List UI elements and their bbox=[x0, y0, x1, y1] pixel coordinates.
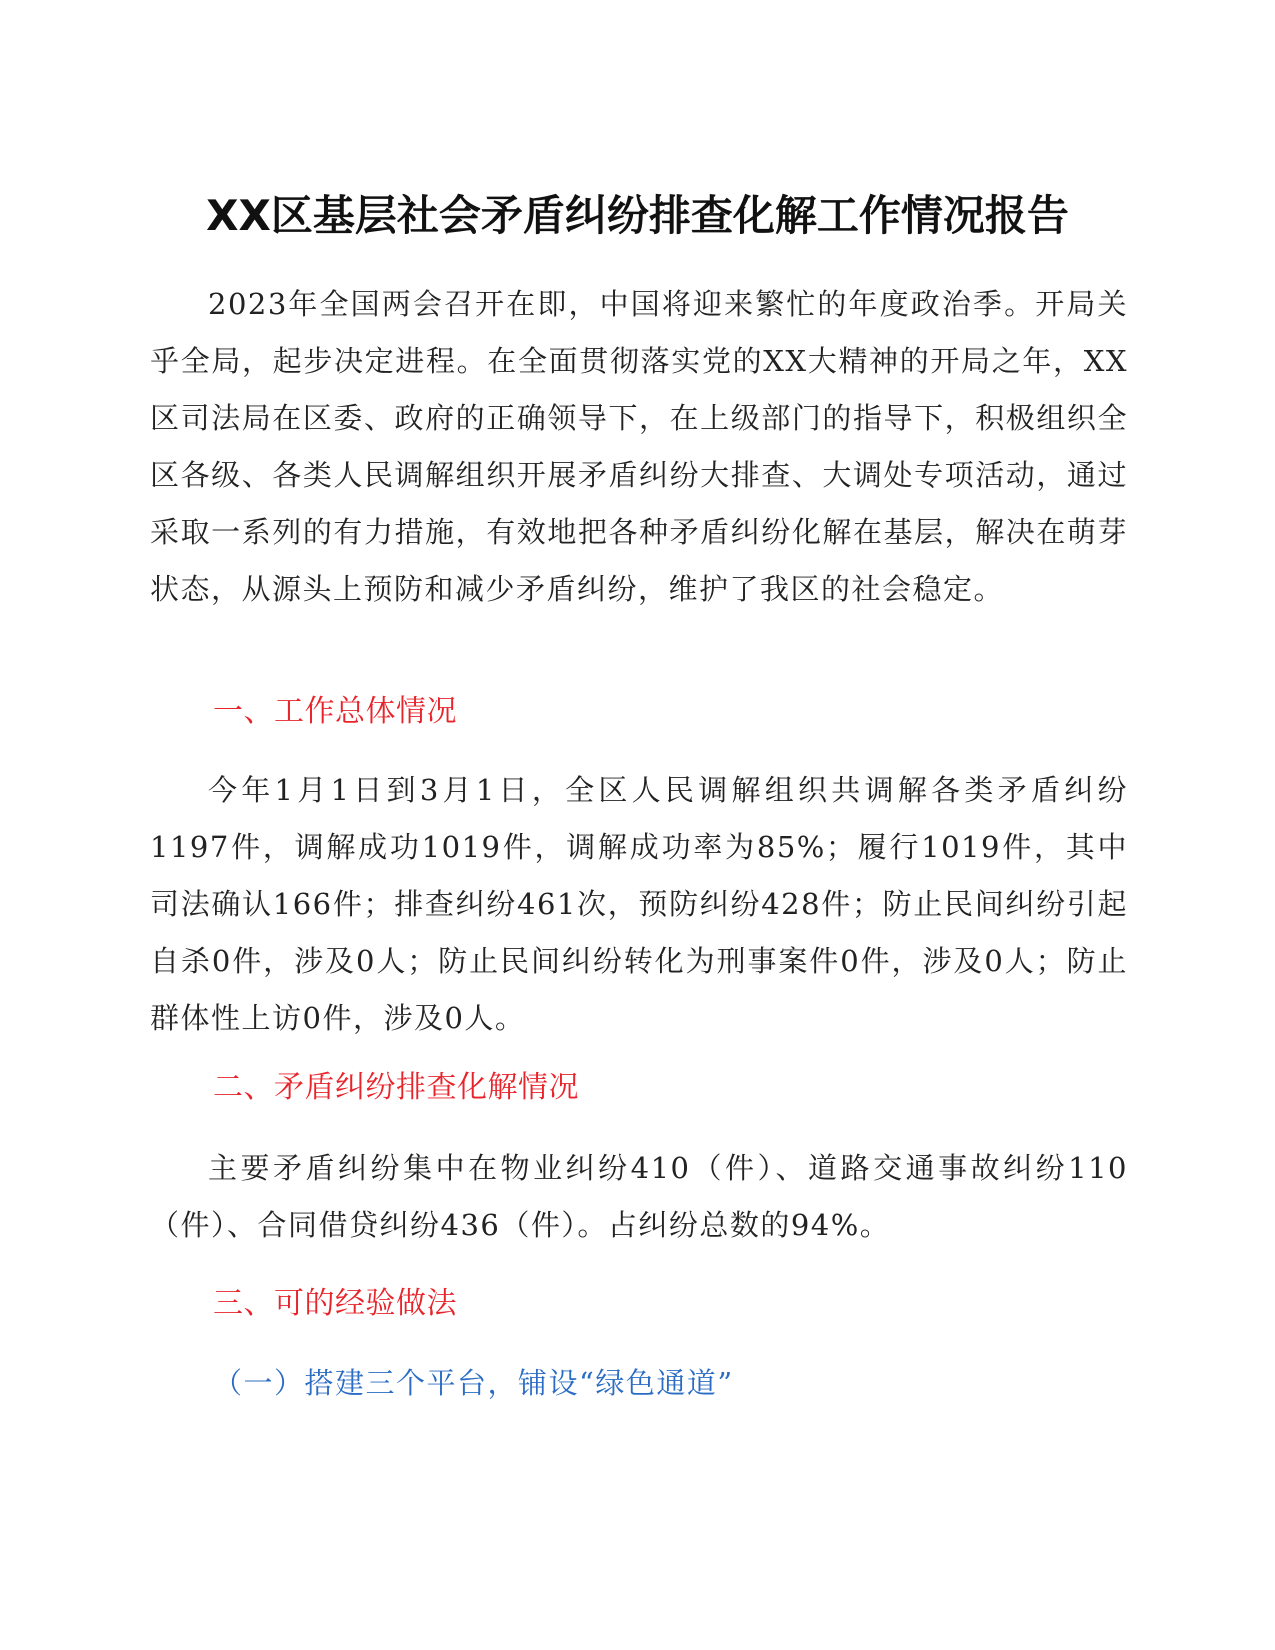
document-title: XX区基层社会矛盾纠纷排查化解工作情况报告 bbox=[206, 191, 1069, 240]
subsection-heading-1: （一）搭建三个平台，铺设“绿色通道” bbox=[213, 1366, 734, 1400]
section1-paragraph: 今年1月1日到3月1日，全区人民调解组织共调解各类矛盾纠纷1197件，调解成功1019件，调解成功率为85%；履行1019件，其中司法确认166件；排查纠纷461次，预防纠纷428件；防止民间纠纷引起自杀0件，涉及0人；防止民间纠纷转化为刑事案件0件，涉及0人；防止群体性上访0件，涉及0人。 bbox=[150, 773, 1128, 1035]
section-heading-3: 三、可的经验做法 bbox=[213, 1286, 457, 1321]
section-heading-1: 一、工作总体情况 bbox=[213, 694, 457, 729]
section-heading-2: 二、矛盾纠纷排查化解情况 bbox=[213, 1070, 579, 1105]
section2-paragraph: 主要矛盾纠纷集中在物业纠纷410（件）、道路交通事故纠纷110（件）、合同借贷纠纷436（件）。占纠纷总数的94%。 bbox=[150, 1151, 1128, 1242]
intro-paragraph: 2023年全国两会召开在即，中国将迎来繁忙的年度政治季。开局关乎全局，起步决定进程。在全面贯彻落实党的XX大精神的开局之年，XX区司法局在区委、政府的正确领导下，在上级部门的指导下，积极组织全区各级、各类人民调解组织开展矛盾纠纷大排查、大调处专项活动，通过采取一系列的有力措施，有效地把各种矛盾纠纷化解在基层，解决在萌芽状态，从源头上预防和减少矛盾纠纷，维护了我区的社会稳定。 bbox=[150, 287, 1128, 606]
